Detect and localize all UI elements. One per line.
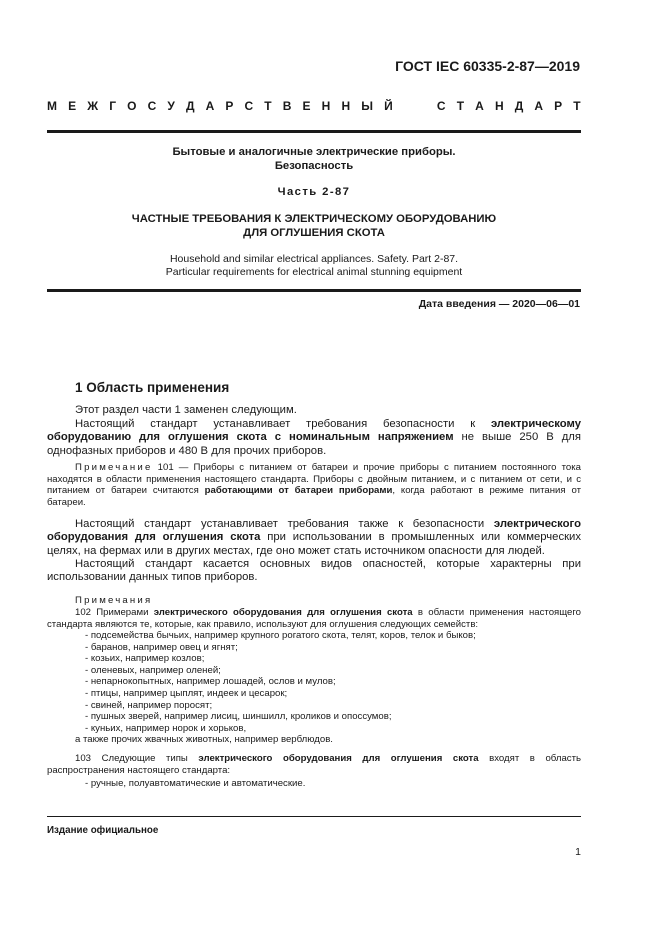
title-line-2: Безопасность xyxy=(274,160,354,172)
notes-label xyxy=(47,595,581,607)
note-103 xyxy=(47,753,581,776)
note-102-a: 102 Примерами xyxy=(75,607,154,618)
list-item: - куньих, например норок и хорьков, xyxy=(85,722,247,734)
banner-letter: А xyxy=(205,99,215,113)
banner-letter: Е xyxy=(302,99,311,113)
page-number: 1 xyxy=(575,846,581,858)
top-rule xyxy=(47,130,581,133)
paragraph-1 xyxy=(47,404,581,417)
interstate-standard-banner xyxy=(47,99,581,113)
banner-letter: С xyxy=(147,99,157,113)
banner-letter: М xyxy=(47,99,57,113)
official-edition: Издание официальное xyxy=(47,825,159,836)
note-103-list xyxy=(47,778,581,790)
paragraph-2-b: электрическому оборудованию для оглушения скота с номинальным напряжением xyxy=(47,418,581,444)
banner-letter: Р xyxy=(225,99,234,113)
banner-letter: С xyxy=(436,99,446,113)
title-general xyxy=(47,145,581,173)
title-specific xyxy=(47,212,581,240)
note-101-b: работающими от батареи приборами xyxy=(204,485,393,497)
banner-letter: А xyxy=(475,99,484,113)
note-101 xyxy=(47,462,581,508)
title-line-1: Бытовые и аналогичные электрические приборы. xyxy=(172,146,456,158)
list-item: - птицы, например цыплят, индеек и цесарок; xyxy=(85,687,288,699)
note-103-c: входят в область распространения настоящего стандарта: xyxy=(47,753,581,776)
banner-letter: С xyxy=(244,99,254,113)
banner-letter: Т xyxy=(456,99,465,113)
paragraph-2 xyxy=(47,418,581,458)
paragraph-3-c: при использовании в промышленных или коммерческих целях, на фермах или в других местах, где оно может стать источником опасности для людей. xyxy=(47,531,581,557)
banner-letter: В xyxy=(282,99,292,113)
banner-letter: А xyxy=(534,99,544,113)
banner-letter: Ы xyxy=(361,99,373,113)
banner-letter: Н xyxy=(494,99,504,113)
list-item: - непарнокопытных, например лошадей, ослов и мулов; xyxy=(85,676,336,688)
banner-letter: Й xyxy=(384,99,393,113)
note-102-c: в области применения настоящего стандарта являются те, которые, как правило, используют для оглушения следующих семейств: xyxy=(47,607,581,630)
title-main-2: ДЛЯ ОГЛУШЕНИЯ СКОТА xyxy=(243,227,385,239)
paragraph-4 xyxy=(47,558,581,585)
middle-rule xyxy=(47,289,581,292)
list-item: - баранов, например овец и ягнят; xyxy=(85,641,238,653)
paragraph-4-text: Настоящий стандарт касается основных видов опасностей, которые характерны при использовании данных типов приборов. xyxy=(47,558,581,584)
note-101-c: , когда работают в режиме питания от батареи. xyxy=(47,485,581,508)
list-tail: а также прочих жвачных животных, например верблюдов. xyxy=(75,734,333,746)
banner-letter: Н xyxy=(321,99,331,113)
effective-date: Дата введения — 2020—06—01 xyxy=(418,298,580,310)
paragraph-3-b: электрического оборудования для оглушения скота xyxy=(47,518,581,544)
paragraph-2-c: не выше 250 В для однофазных приборов и 480 В для прочих приборов. xyxy=(47,431,581,457)
banner-letter: Т xyxy=(573,99,581,113)
note-101-a: 101 — Приборы с питанием от батареи и прочие приборы с питанием постоянного тока находятся в области применения настоящего стандарта. Приборы с двойным питанием, и с питанием от сети, и с питанием от батареи считаются xyxy=(47,462,581,497)
part-number: Часть 2-87 xyxy=(277,186,351,198)
paragraph-2-a: Настоящий стандарт устанавливает требования безопасности к xyxy=(75,418,491,430)
banner-letter: Г xyxy=(109,99,117,113)
bottom-rule xyxy=(47,816,581,817)
note-103-a: 103 Следующие типы xyxy=(75,753,199,764)
title-english xyxy=(47,253,581,279)
list-item: - свиней, например поросят; xyxy=(85,699,213,711)
title-main-1: ЧАСТНЫЕ ТРЕБОВАНИЯ К ЭЛЕКТРИЧЕСКОМУ ОБОРУДОВАНИЮ xyxy=(131,213,497,225)
banner-letter: Н xyxy=(341,99,351,113)
list-item: - пушных зверей, например лисиц, шиншилл, кроликов и опоссумов; xyxy=(85,711,392,723)
banner-letter: Д xyxy=(185,99,195,113)
paragraph-3-a: Настоящий стандарт устанавливает требования также к безопасности xyxy=(75,518,494,530)
standard-code: ГОСТ IEC 60335-2-87—2019 xyxy=(395,58,580,74)
section-heading: 1 Область применения xyxy=(75,380,230,395)
banner-letter: Р xyxy=(554,99,563,113)
banner-letter: Т xyxy=(264,99,272,113)
banner-letter: Д xyxy=(514,99,524,113)
title-english-1: Household and similar electrical appliances. Safety. Part 2-87. xyxy=(169,253,459,265)
title-english-2: Particular requirements for electrical animal stunning equipment xyxy=(165,266,463,278)
list-item: - козьих, например козлов; xyxy=(85,653,205,665)
paragraph-3 xyxy=(47,518,581,558)
note-101-label: Примечание xyxy=(75,462,153,473)
note-102 xyxy=(47,607,581,630)
family-list xyxy=(47,630,581,746)
banner-letter: О xyxy=(127,99,137,113)
banner-letter: Е xyxy=(68,99,77,113)
notes-label-text: Примечания xyxy=(75,595,153,606)
paragraph-1-text: Этот раздел части 1 заменен следующим. xyxy=(75,404,297,416)
list-item: - подсемейства бычьих, например крупного рогатого скота, телят, коров, телок и быков; xyxy=(85,630,476,641)
list-item: - оленевых, например оленей; xyxy=(85,664,221,676)
banner-gap xyxy=(404,99,426,113)
note-102-b: электрического оборудования для оглушения скота xyxy=(153,607,413,618)
banner-letter: У xyxy=(167,99,175,113)
list-item: - ручные, полуавтоматические и автоматические. xyxy=(85,778,306,789)
banner-letter: Ж xyxy=(87,99,99,113)
note-103-b: электрического оборудования для оглушения скота xyxy=(198,753,479,764)
